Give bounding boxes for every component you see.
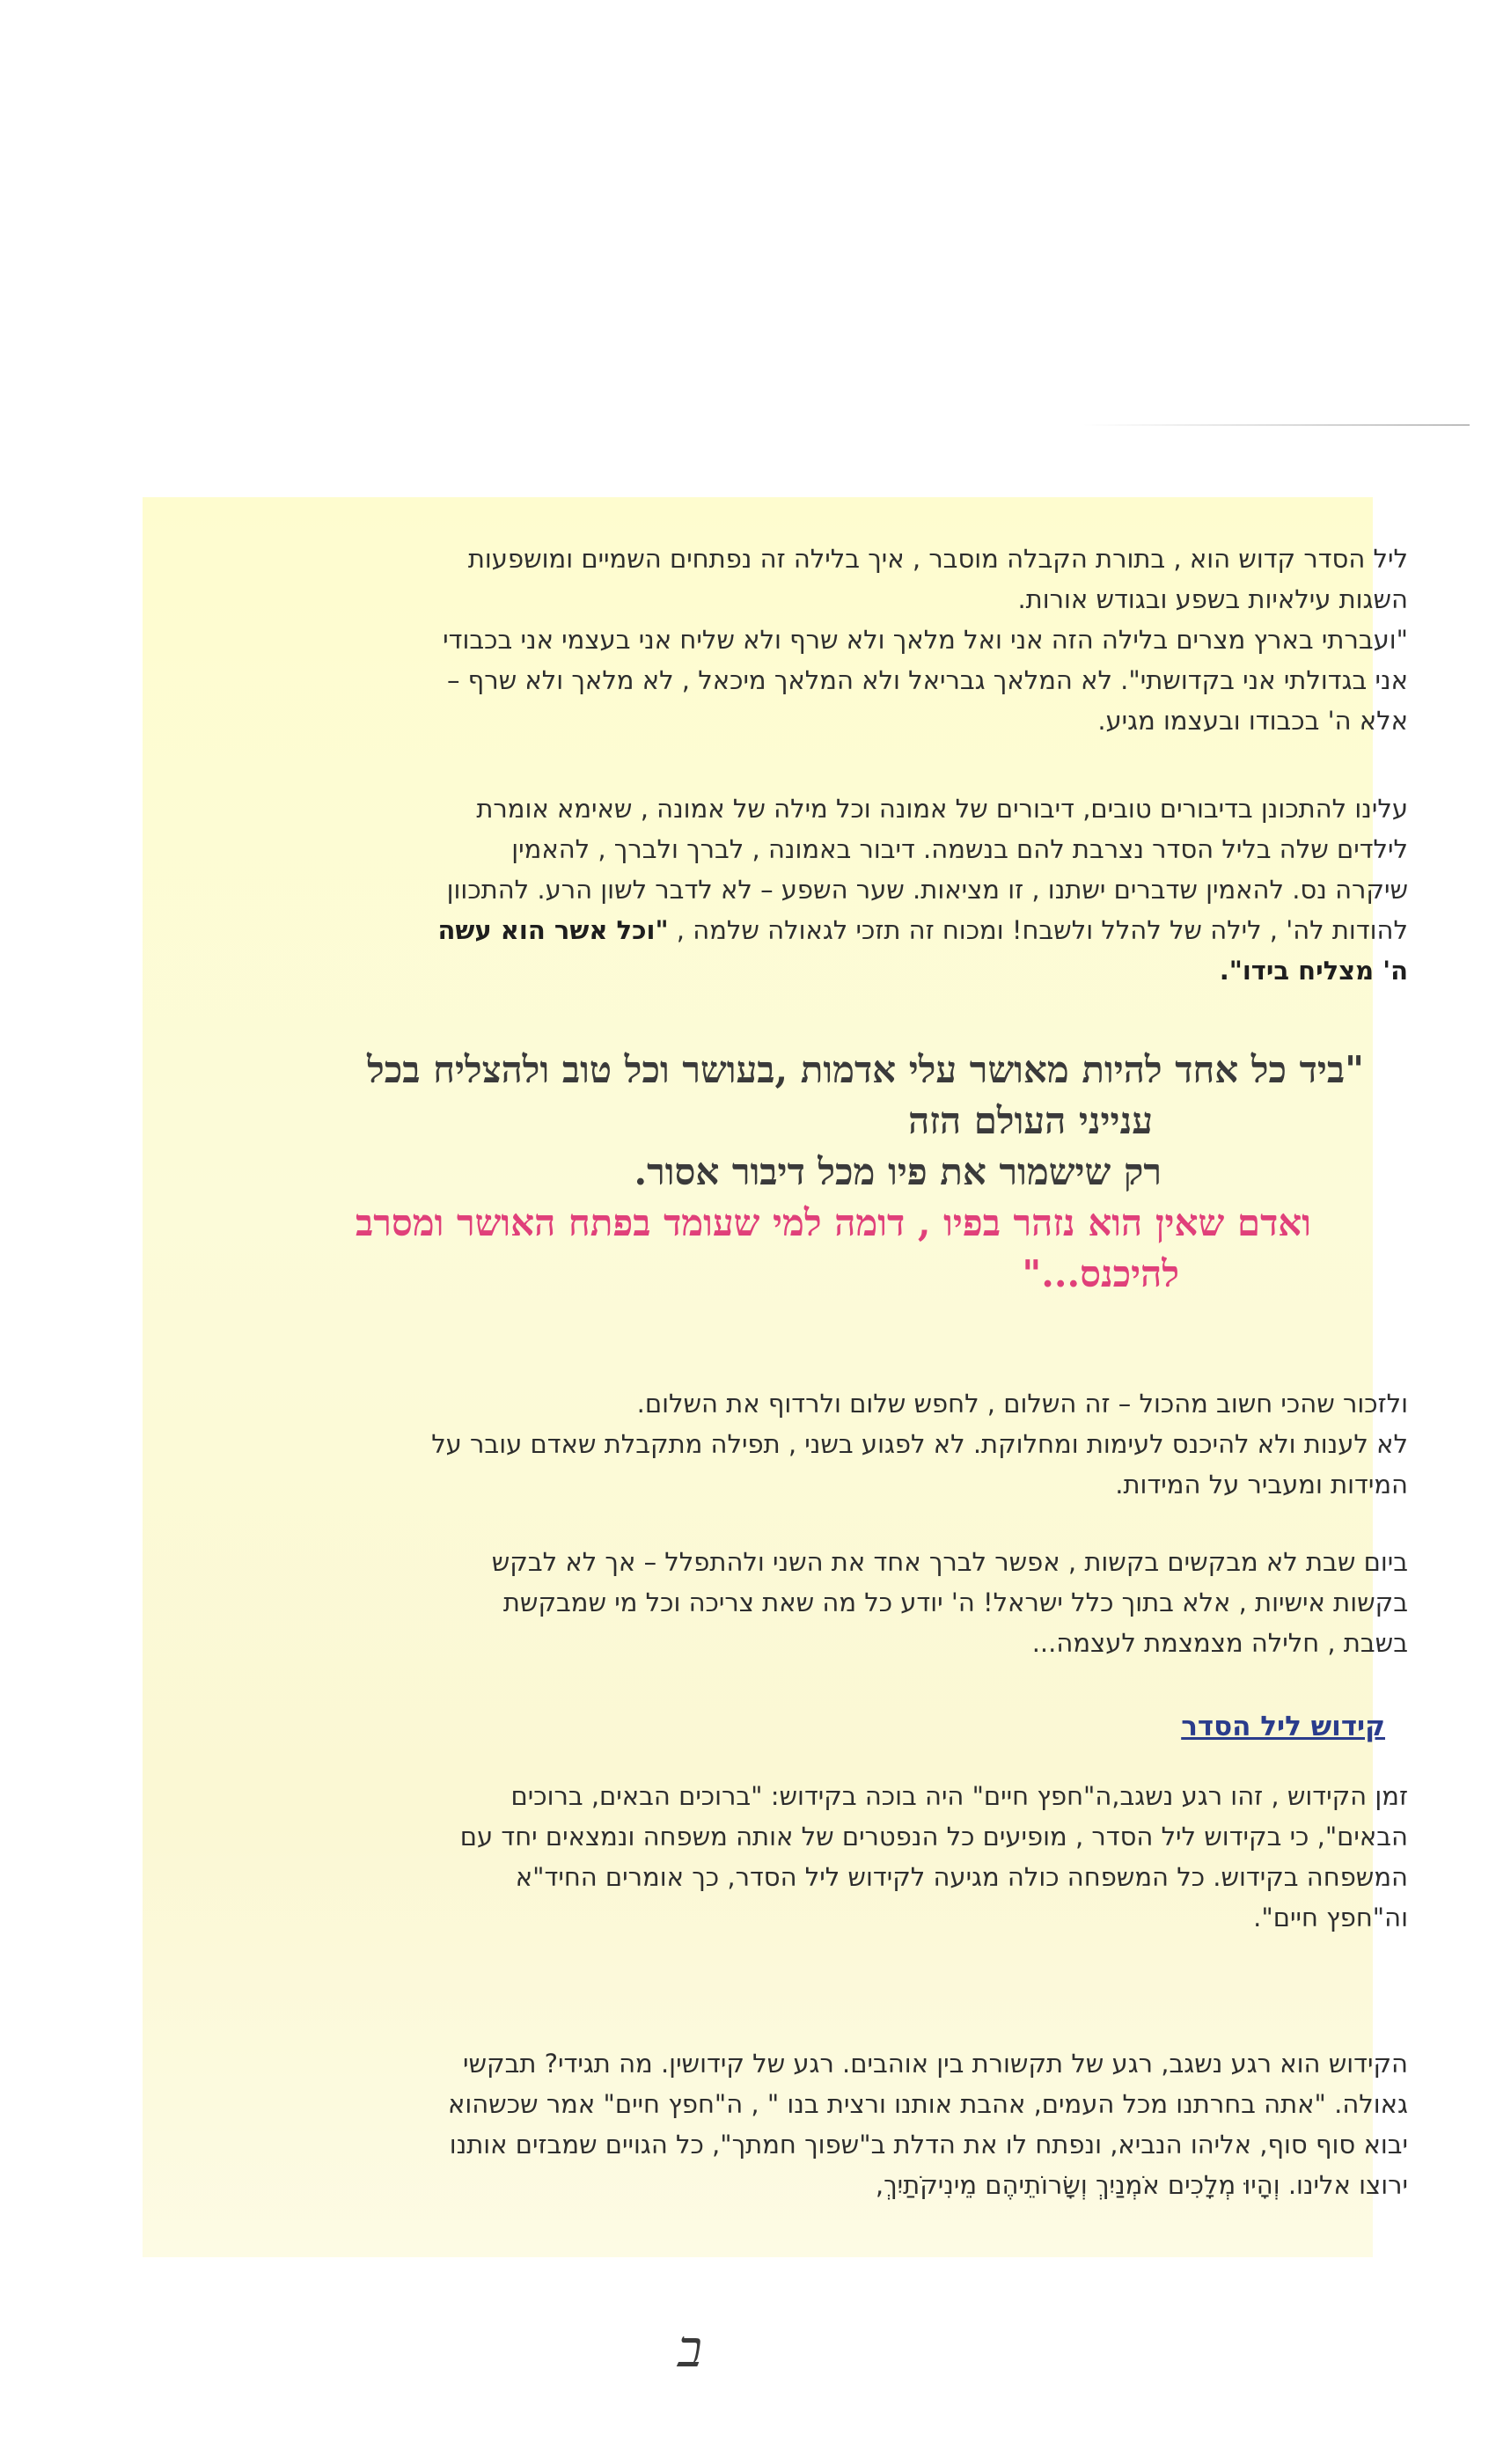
- handwritten-page-number: ב: [678, 2319, 702, 2379]
- quote-line-3: רק שישמור את פיו מכל דיבור אסור.: [634, 1150, 1162, 1193]
- highlighted-quote: [194, 1045, 1364, 1300]
- paragraph-kiddush-moment: הקידוש הוא רגע נשגב, רגע של תקשורת בין אוהבים. רגע של קידושין. מה תגידי? תבקשי גאולה. "אתה בחרתנו מכל העמים, אהבת אותנו ורצית בנו " , ה"חפץ חיים" אמר שכשהוא יבוא סוף סוף, אליהו הנביא, ונפתח לו את הדלת ב"שפוך חמתך", כל הגויים שמבזים אותנו ירוצו אלינו. וְהָיוּ מְלָכִים אֹמְנַיִךְ וְשָׂרוֹתֵיהֶם מֵינִיקֹתַיִךְ,: [447, 2049, 1408, 2200]
- paragraph-shabbat-requests: ביום שבת לא מבקשים בקשות , אפשר לברך אחד את השני ולהתפלל – אך לא לבקש בקשות אישיות , אלא בתוך כלל ישראל! ה' יודע כל מה שאת צריכה וכל מי שמבקשת בשבת , חלילה מצמצמת לעצמה...: [491, 1547, 1408, 1658]
- quote-line-4-pink: ואדם שאין הוא נזהר בפיו , דומה למי שעומד בפתח האושר ומסרב: [356, 1201, 1311, 1244]
- paragraph-kiddush-time: זמן הקידוש , זהו רגע נשגב,ה"חפץ חיים" היה בוכה בקידוש: "ברוכים הבאים, ברוכים הבאים", כי בקידוש ליל הסדר , מופיעים כל הנפטרים של אותה משפחה ונמצאים יחד עם המשפחה בקידוש. כל המשפחה כולה מגיעה לקידוש ליל הסדר, כך אומרים החיד"א וה"חפץ חיים".: [459, 1781, 1408, 1932]
- quote-line-1: "ביד כל אחד להיות מאושר עלי אדמות ,בעושר וכל טוב ולהצליח בכל: [367, 1048, 1364, 1091]
- paragraph-good-speech-text: עלינו להתכונן בדיבורים טובים, דיבורים של אמונה וכל מילה של אמונה , שאימא אומרת לילדים שלה בליל הסדר נצרבת להם בנשמה. דיבור באמונה , לברך ולברך , להאמין שיקרה נס. להאמין שדברים ישתנו , זו מציאות. שער השפע – לא לדבר לשון הרע. להתכוון להודות לה' , לילה של להלל ולשבח! ומכוח זה תזכי לגאולה שלמה ,: [446, 794, 1408, 945]
- paragraph-seder-night-holiness: ליל הסדר קדוש הוא , בתורת הקבלה מוסבר , איך בלילה זה נפתחים השמיים ומושפעות השגות עילאיות בשפע ובגודש אורות. "ועברתי בארץ מצרים בלילה הזה אני ואל מלאך ולא שרף ולא שליח אני בעצמי אני בכבודי אני בגדולתי אני בקדושתי". לא המלאך גבריאל ולא המלאך מיכאל , לא מלאך ולא שרף – אלא ה' בכבודו ובעצמו מגיע.: [443, 544, 1408, 736]
- paragraph-good-speech-bold-verse: "וכל אשר הוא עשה ה' מצליח בידו".: [437, 915, 1408, 986]
- quote-line-5-pink: להיכנס...": [1022, 1252, 1179, 1295]
- scan-edge-line: [1082, 424, 1470, 426]
- quote-line-2: ענייני העולם הזה: [908, 1099, 1153, 1142]
- yellow-highlight-area: [143, 497, 1373, 2257]
- paragraph-good-speech: [158, 788, 1408, 991]
- paragraph-peace: ולזכור שהכי חשוב מהכול – זה השלום , לחפש שלום ולרדוף את השלום. לא לענות ולא להיכנס לעימות ומחלוקת. לא לפגוע בשני , תפילה מתקבלת שאדם עובר על המידות ומעביר על המידות.: [431, 1389, 1408, 1500]
- section-title-kiddush: קידוש ליל הסדר: [1181, 1711, 1385, 1742]
